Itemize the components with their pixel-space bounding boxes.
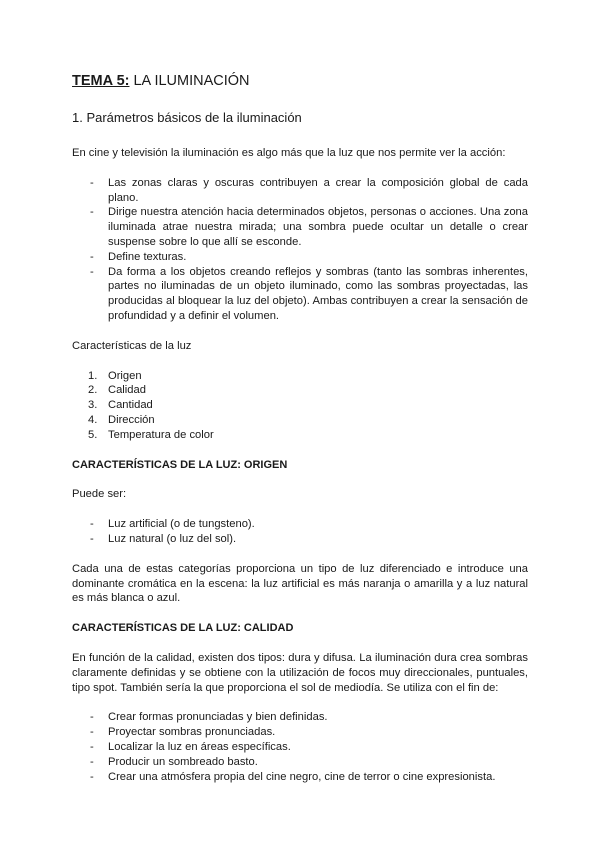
list-item [72,383,528,398]
quality-paragraph: En función de la calidad, existen dos tipos: dura y difusa. La iluminación dura crea sombras claramente definidas y se obtiene con la utilización de focos muy direccionales, puntuales, tipo spot. También sería la que proporciona el sol de mediodía. Se utiliza con el fin de: [72,651,528,694]
list-item: - Crear formas pronunciadas y bien definidas. [72,710,528,725]
origin-list [72,517,528,547]
list-item: - Luz artificial (o de tungsteno). [72,517,528,532]
origin-heading: CARACTERÍSTICAS DE LA LUZ: ORIGEN [72,458,288,471]
list-number: 3. [88,399,98,412]
lighting-roles-list [72,176,528,324]
list-item: - Crear una atmósfera propia del cine negro, cine de terror o cine expresionista. [72,770,528,785]
list-item: - Define texturas. [72,250,528,265]
list-number: 2. [88,384,98,397]
list-text: Dirección [108,413,155,426]
list-item [72,398,528,413]
intro-paragraph: En cine y televisión la iluminación es algo más que la luz que nos permite ver la acción: [72,147,506,159]
list-item [72,413,528,428]
list-number: 4. [88,413,98,426]
list-number: 5. [88,428,98,441]
list-item: - Producir un sombreado basto. [72,755,528,770]
list-text: Temperatura de color [108,428,214,441]
list-item: - Da forma a los objetos creando reflejos y sombras (tanto las sombras inherentes, partes no iluminadas de un objeto iluminado, como las sombras proyectadas, las producidas al bloquear la luz del objeto). Ambas contribuyen a crear la sensación de profundidad y a definir el volumen. [72,265,528,324]
origin-paragraph: Cada una de estas categorías proporciona un tipo de luz diferenciado e introduce una dominante cromática en la escena: la luz artificial es más naranja o amarilla y a luz natural es más blanca o azul. [72,562,528,605]
origin-intro: Puede ser: [72,488,127,501]
list-text: Cantidad [108,399,153,412]
section-heading: 1. Parámetros básicos de la iluminación [72,110,302,125]
list-item: - Luz natural (o luz del sol). [72,532,528,547]
title-rest: LA ILUMINACIÓN [129,73,250,89]
list-number: 1. [88,369,98,382]
document-title [72,72,528,90]
list-text: Calidad [108,384,146,397]
characteristics-list [72,369,528,443]
list-text: Origen [108,369,142,382]
list-item [72,369,528,384]
page-content [72,72,528,799]
title-lead: TEMA 5: [72,73,130,89]
list-item: - Dirige nuestra atención hacia determinados objetos, personas o acciones. Una zona iluminada atrae nuestra mirada; una sombra puede ocultar un detalle o crear suspense sobre lo que allí se esconde. [72,205,528,249]
list-item: - Proyectar sombras pronunciadas. [72,725,528,740]
quality-heading: CARACTERÍSTICAS DE LA LUZ: CALIDAD [72,622,294,635]
list-item [72,428,528,443]
list-item: - Localizar la luz en áreas específicas. [72,740,528,755]
list-item: - Las zonas claras y oscuras contribuyen a crear la composición global de cada plano. [72,176,528,206]
quality-list [72,710,528,784]
characteristics-label: Características de la luz [72,339,192,352]
